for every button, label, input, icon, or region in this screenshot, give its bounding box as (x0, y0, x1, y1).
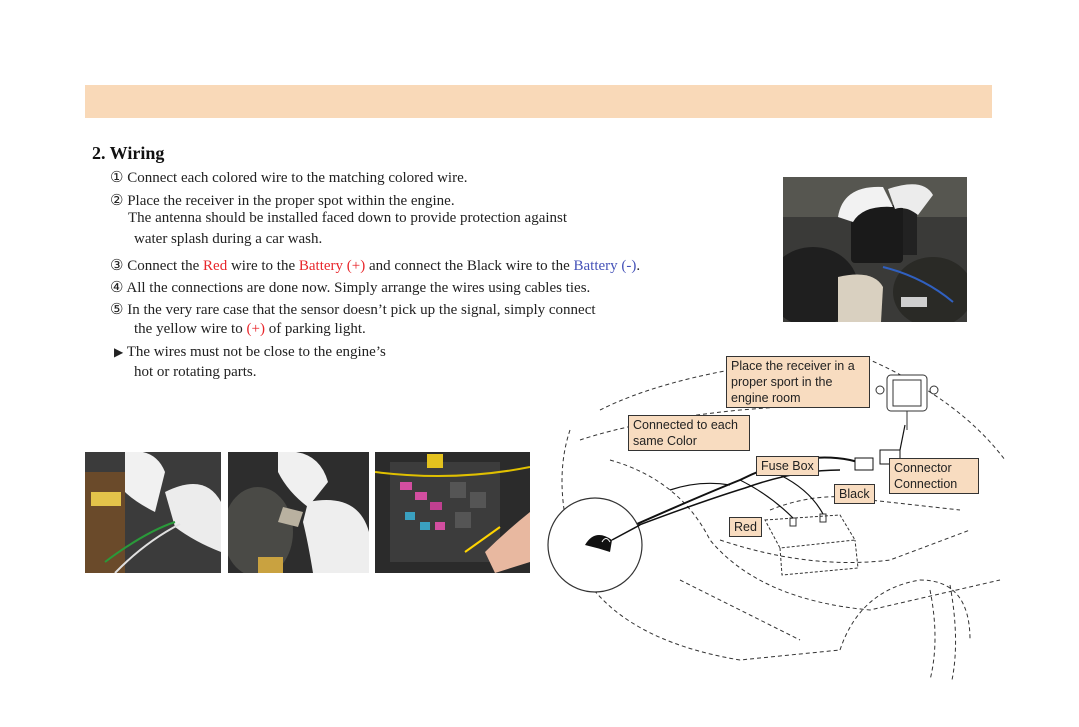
callout-color-match: Connected to each same Color (628, 415, 750, 451)
step-5-sub (134, 321, 366, 338)
step-5 (110, 300, 596, 319)
callout-receiver-placement: Place the receiver in a proper sport in the engine room (726, 356, 870, 408)
step-4 (110, 278, 590, 297)
step-3-text-1: Connect the (127, 258, 200, 274)
fuse-box-photo (375, 452, 530, 573)
step-2-number: ② (110, 193, 124, 209)
callout-connector: Connector Connection (889, 458, 979, 494)
wire-connect-photo-2 (228, 452, 369, 573)
step-4-number: ④ (110, 280, 124, 296)
step-3-battery-minus: Battery (-) (573, 258, 637, 274)
warning-arrow-icon: ▶ (114, 345, 124, 359)
step-5-sub-text-1: the yellow wire to (134, 321, 243, 337)
receiver-install-photo (783, 177, 967, 322)
section-title: 2. Wiring (92, 143, 165, 163)
step-2-sub-1: The antenna should be installed faced down to provide protection against (128, 210, 568, 226)
wire-connect-photo-1 (85, 452, 221, 573)
step-3-period: . (636, 258, 641, 274)
warning-line-2: hot or rotating parts. (134, 364, 257, 380)
step-2 (110, 191, 455, 210)
callout-black-wire: Black (834, 484, 875, 504)
step-2-sub-2: water splash during a car wash. (134, 231, 323, 247)
step-2-text: Place the receiver in the proper spot within the engine. (127, 193, 455, 209)
step-3-number: ③ (110, 258, 124, 274)
step-5-plus: (+) (246, 321, 265, 337)
step-3 (110, 256, 640, 275)
step-3-text-2: wire to the (230, 258, 296, 274)
step-3-text-3: and connect the Black wire to the (368, 258, 570, 274)
step-1-number: ① (110, 170, 124, 186)
warning-note (114, 344, 386, 361)
warning-line-1: The wires must not be close to the engine’s (126, 344, 386, 360)
header-banner (85, 85, 992, 118)
step-1-text: Connect each colored wire to the matching colored wire. (127, 170, 468, 186)
step-5-number: ⑤ (110, 302, 124, 318)
step-3-battery-plus: Battery (+) (298, 258, 366, 274)
callout-red-wire: Red (729, 517, 762, 537)
step-4-text: All the connections are done now. Simply arrange the wires using cables ties. (126, 280, 591, 296)
step-5-sub-text-2: of parking light. (268, 321, 366, 337)
step-5-text: In the very rare case that the sensor doesn’t pick up the signal, simply connect (127, 302, 596, 318)
callout-fuse-box: Fuse Box (756, 456, 819, 476)
step-1 (110, 168, 468, 187)
step-3-red-label: Red (203, 258, 228, 274)
